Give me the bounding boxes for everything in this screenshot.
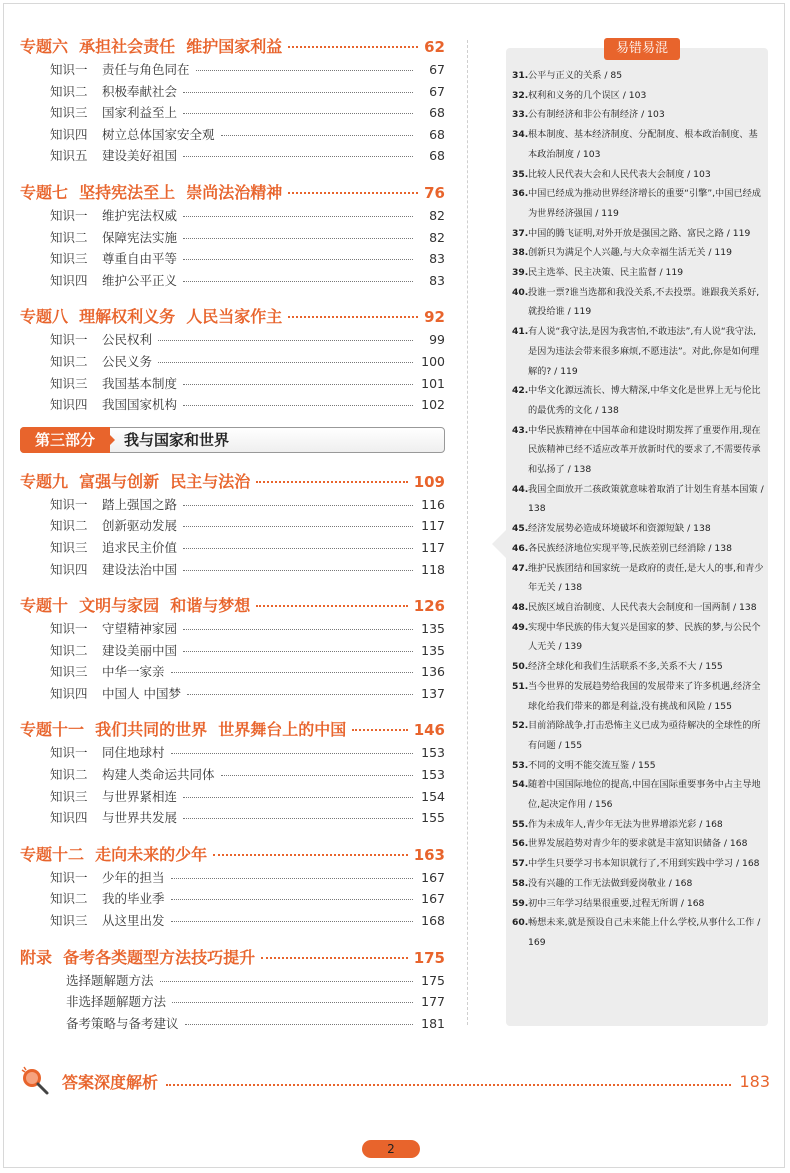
topic-page: 92: [424, 308, 445, 327]
error-prone-item[interactable]: [512, 618, 764, 657]
entry-number: 知识二: [50, 891, 88, 907]
entry-number: 知识四: [50, 561, 88, 577]
dot-leader: [158, 362, 413, 363]
dot-leader: [256, 481, 407, 483]
entry-number: 知识三: [50, 375, 88, 391]
entry-title: 建设美好祖国: [102, 148, 178, 164]
item-text: 中华文化源远流长、博大精深,中华文化是世界上无与伦比的最优秀的文化 / 138: [528, 385, 761, 416]
error-prone-item[interactable]: [512, 421, 764, 480]
error-prone-item[interactable]: [512, 381, 764, 420]
error-prone-item[interactable]: [512, 243, 764, 263]
answer-section[interactable]: [20, 1066, 770, 1096]
magnifier-icon: [20, 1066, 50, 1096]
error-prone-item[interactable]: [512, 480, 764, 519]
entry-page: 177: [421, 994, 445, 1010]
item-number: 38.: [512, 247, 529, 259]
dot-leader: [183, 651, 413, 652]
item-text: 畅想未来,就是预设自己未来能上什么学校,从事什么工作 / 169: [528, 917, 761, 948]
error-prone-item[interactable]: [512, 815, 764, 835]
part-header: [20, 427, 445, 455]
item-number: 34.: [512, 129, 529, 141]
entry-title: 建设法治中国: [102, 561, 178, 577]
entry-title: 维护宪法权威: [102, 207, 178, 223]
dot-leader: [183, 797, 413, 798]
entry-number: 知识三: [50, 664, 88, 680]
entry-number: 知识一: [50, 207, 88, 223]
item-number: 55.: [512, 818, 529, 830]
toc-entry[interactable]: [20, 765, 445, 787]
item-text: 初中三年学习结果很重要,过程无所谓 / 168: [528, 897, 705, 909]
entry-page: 167: [421, 891, 445, 907]
toc-entry[interactable]: [20, 911, 445, 933]
entry-number: 知识四: [50, 126, 88, 142]
item-text: 根本制度、基本经济制度、分配制度、根本政治制度、基本政治制度 / 103: [528, 129, 758, 160]
entry-page: 67: [429, 62, 445, 77]
entry-number: 知识三: [50, 105, 88, 121]
entry-title: 保障宪法实施: [102, 229, 178, 245]
item-text: 有人说“我守法,是因为我害怕,不敢违法”,有人说“我守法,是因为违法会带来很多麻烦,不愿违法”。对此,你是如何理解的? / 119: [528, 326, 760, 377]
entry-title: 创新驱动发展: [102, 518, 178, 534]
toc-entry[interactable]: [20, 1014, 445, 1036]
spacer: [20, 581, 445, 591]
toc-entry[interactable]: [20, 992, 445, 1014]
entry-number: 知识二: [50, 229, 88, 245]
item-text: 民族区域自治制度、人民代表大会制度和一国两制 / 138: [528, 601, 757, 613]
item-number: 48.: [512, 601, 529, 613]
error-prone-item[interactable]: [512, 224, 764, 244]
topic-title: 专题十一 我们共同的世界 世界舞台上的中国: [20, 720, 347, 740]
dot-leader: [172, 1002, 413, 1003]
item-text: 不同的文明不能交流互鉴 / 155: [528, 759, 656, 771]
item-text: 中国的腾飞证明,对外开放是强国之路、富民之路 / 119: [528, 227, 751, 239]
toc-entry[interactable]: [20, 330, 445, 352]
error-prone-item[interactable]: [512, 716, 764, 755]
dot-leader: [256, 605, 407, 607]
item-text: 公平与正义的关系 / 85: [528, 70, 623, 81]
topic-page: 146: [413, 721, 445, 740]
item-number: 49.: [512, 621, 529, 633]
toc-entry[interactable]: [20, 206, 445, 228]
toc-entry[interactable]: [20, 82, 445, 104]
entry-title: 维护公平正义: [102, 272, 178, 288]
error-prone-item[interactable]: [512, 775, 764, 814]
appendix-items: [20, 971, 445, 1036]
entry-page: 99: [429, 332, 445, 348]
entry-page: 137: [421, 685, 445, 701]
toc-entry[interactable]: [20, 808, 445, 830]
item-number: 44.: [512, 483, 529, 495]
entry-number: 知识一: [50, 621, 88, 637]
topic-page: 76: [424, 183, 445, 202]
toc-entry[interactable]: [20, 868, 445, 890]
dot-leader: [183, 629, 413, 630]
dot-leader: [171, 753, 413, 754]
part-label: 第三部分: [20, 427, 110, 453]
error-prone-item[interactable]: [512, 519, 764, 539]
item-number: 37.: [512, 227, 529, 239]
topic-title: 专题九 富强与创新 民主与法治: [20, 471, 251, 491]
error-prone-item[interactable]: [512, 165, 764, 185]
entry-number: 知识一: [50, 745, 88, 761]
entry-number: 知识二: [50, 642, 88, 658]
dot-leader: [166, 1084, 731, 1086]
entry-title: 追求民主价值: [102, 539, 178, 555]
entry-page: 117: [421, 539, 445, 555]
error-prone-item[interactable]: [512, 894, 764, 914]
topic-title: 专题十 文明与家园 和谐与梦想: [20, 596, 251, 616]
entry-page: 154: [421, 788, 445, 804]
item-number: 57.: [512, 858, 529, 870]
panel-tab: 易错易混: [604, 38, 680, 60]
entry-title: 公民义务: [102, 353, 153, 369]
item-number: 40.: [512, 286, 529, 298]
error-prone-item[interactable]: [512, 263, 764, 283]
entry-title: 与世界共发展: [102, 810, 178, 826]
topic-title: 专题七 坚持宪法至上 崇尚法治精神: [20, 182, 283, 202]
entry-number: 知识四: [50, 397, 88, 413]
dot-leader: [171, 921, 413, 922]
entry-number: 知识一: [50, 496, 88, 512]
entry-page: 118: [421, 561, 445, 577]
column-divider: [467, 40, 468, 1025]
dot-leader: [183, 384, 413, 385]
error-prone-item[interactable]: [512, 86, 764, 106]
dot-leader: [288, 316, 418, 318]
item-number: 36.: [512, 188, 529, 200]
entry-title: 我国基本制度: [102, 375, 178, 391]
entry-page: 175: [421, 972, 445, 988]
entry-page: 102: [421, 397, 445, 413]
toc-group-part3: [20, 469, 445, 943]
topic-heading[interactable]: [20, 304, 445, 330]
toc-entry[interactable]: [20, 374, 445, 396]
item-number: 41.: [512, 326, 529, 338]
entry-page: 153: [421, 767, 445, 783]
entry-page: 155: [421, 810, 445, 826]
entry-number: 知识二: [50, 767, 88, 783]
item-number: 35.: [512, 168, 529, 180]
dot-leader: [183, 570, 413, 571]
error-prone-item[interactable]: [512, 913, 764, 952]
item-number: 47.: [512, 562, 529, 574]
toc-entry[interactable]: [20, 60, 445, 82]
entry-page: 100: [421, 353, 445, 369]
toc-entry[interactable]: [20, 146, 445, 168]
entry-page: 82: [429, 229, 445, 245]
dot-leader: [352, 729, 407, 731]
topic-page: 109: [413, 472, 445, 491]
topic-heading[interactable]: [20, 469, 445, 495]
item-text: 世界发展趋势对青少年的要求就是丰富知识储备 / 168: [528, 838, 748, 850]
dot-leader: [183, 548, 413, 549]
entry-page: 168: [421, 913, 445, 929]
part-title: 我与国家和世界: [124, 430, 230, 449]
appendix-title: 附录 备考各类题型方法技巧提升: [20, 947, 256, 967]
toc-entry[interactable]: [20, 538, 445, 560]
entry-title: 选择题解题方法: [66, 972, 154, 988]
item-text: 维护民族团结和国家统一是政府的责任,是大人的事,和青少年无关 / 138: [528, 562, 764, 594]
item-text: 投谁一票?谁当选都和我没关系,不去投票。谁跟我关系好,就投给谁 / 119: [528, 286, 760, 318]
toc-entry[interactable]: [20, 516, 445, 538]
entry-number: 知识四: [50, 810, 88, 826]
dot-leader: [183, 259, 413, 260]
topic-heading[interactable]: [20, 34, 445, 60]
dot-leader: [288, 192, 418, 194]
entry-page: 135: [421, 621, 445, 637]
item-number: 31.: [512, 70, 529, 81]
spacer: [20, 933, 445, 943]
entry-title: 中华一家亲: [102, 664, 165, 680]
item-text: 当今世界的发展趋势给我国的发展带来了许多机遇,经济全球化给我们带来的都是利益,没有挑战和风险 / 155: [528, 680, 761, 712]
dot-leader: [160, 981, 413, 982]
item-text: 目前消除战争,打击恐怖主义已成为亟待解决的全球性的所有问题 / 155: [528, 720, 761, 751]
entry-title: 少年的担当: [102, 869, 165, 885]
error-prone-item[interactable]: [512, 66, 764, 86]
error-prone-list: [512, 66, 764, 953]
dot-leader: [213, 854, 408, 856]
error-prone-item[interactable]: [512, 874, 764, 894]
item-number: 32.: [512, 89, 529, 101]
item-text: 公有制经济和非公有制经济 / 103: [528, 109, 665, 121]
toc-entry[interactable]: [20, 889, 445, 911]
item-number: 58.: [512, 877, 529, 889]
entry-number: 知识四: [50, 685, 88, 701]
item-text: 中华民族精神在中国革命和建设时期发挥了重要作用,现在民族精神已经不适应改革开放新时代的要求了,不需要传承和弘扬了 / 138: [528, 424, 761, 476]
error-prone-item[interactable]: [512, 539, 764, 559]
error-prone-item[interactable]: [512, 657, 764, 677]
entry-number: 知识一: [50, 869, 88, 885]
entry-number: 知识一: [50, 62, 88, 77]
item-number: 33.: [512, 109, 529, 121]
toc-entry[interactable]: [20, 228, 445, 250]
entry-title: 与世界紧相连: [102, 788, 178, 804]
toc-entry[interactable]: [20, 103, 445, 125]
entry-number: 知识三: [50, 788, 88, 804]
item-text: 民主选举、民主决策、民主监督 / 119: [528, 267, 684, 279]
error-prone-item[interactable]: [512, 184, 764, 223]
dot-leader: [261, 957, 408, 959]
topic-title: 专题十二 走向未来的少年: [20, 844, 208, 864]
entry-title: 公民权利: [102, 332, 153, 348]
entry-number: 知识三: [50, 539, 88, 555]
entry-title: 非选择题解题方法: [66, 994, 167, 1010]
answer-title: 答案深度解析: [62, 1072, 159, 1092]
item-number: 43.: [512, 424, 529, 436]
item-text: 权利和义务的几个误区 / 103: [528, 89, 647, 101]
error-prone-item[interactable]: [512, 677, 764, 716]
dot-leader: [183, 113, 413, 114]
topic-page: 126: [413, 597, 445, 616]
item-text: 经济全球化和我们生活联系不多,关系不大 / 155: [528, 661, 723, 673]
topic-heading[interactable]: [20, 842, 445, 868]
entry-number: 知识五: [50, 148, 88, 164]
dot-leader: [183, 92, 413, 93]
dot-leader: [183, 818, 413, 819]
entry-title: 守望精神家园: [102, 621, 178, 637]
error-prone-item[interactable]: [512, 834, 764, 854]
dot-leader: [171, 672, 413, 673]
entry-number: 知识二: [50, 518, 88, 534]
entry-number: 知识四: [50, 272, 88, 288]
toc-entry[interactable]: [20, 495, 445, 517]
entry-title: 中国人 中国梦: [102, 685, 181, 701]
item-text: 比较人民代表大会和人民代表大会制度 / 103: [528, 168, 711, 180]
entry-page: 136: [421, 664, 445, 680]
entry-page: 135: [421, 642, 445, 658]
item-number: 45.: [512, 523, 529, 535]
topic-page: 62: [424, 38, 445, 56]
item-number: 42.: [512, 385, 529, 397]
table-of-contents: [20, 32, 445, 1035]
topic-title: 专题六 承担社会责任 维护国家利益: [20, 37, 283, 56]
dot-leader: [183, 505, 413, 506]
part-arrow-icon: [108, 433, 115, 447]
error-prone-item[interactable]: [512, 559, 764, 598]
answer-page: 183: [739, 1071, 770, 1091]
item-number: 51.: [512, 680, 529, 692]
entry-page: 83: [429, 251, 445, 267]
entry-page: 68: [429, 126, 445, 142]
error-prone-item[interactable]: [512, 756, 764, 776]
item-text: 经济发展势必造成环境破坏和资源短缺 / 138: [528, 523, 711, 535]
spacer: [20, 168, 445, 178]
entry-title: 我国国家机构: [102, 397, 178, 413]
dot-leader: [158, 340, 413, 341]
entry-title: 尊重自由平等: [102, 251, 178, 267]
entry-page: 116: [421, 496, 445, 512]
error-prone-item[interactable]: [512, 854, 764, 874]
entry-number: 知识三: [50, 913, 88, 929]
entry-page: 83: [429, 272, 445, 288]
entry-page: 153: [421, 745, 445, 761]
error-prone-item[interactable]: [512, 105, 764, 125]
entry-title: 我的毕业季: [102, 891, 165, 907]
topic-page: 163: [413, 845, 445, 864]
entry-title: 从这里出发: [102, 913, 165, 929]
dot-leader: [221, 775, 413, 776]
entry-number: 知识三: [50, 251, 88, 267]
item-number: 54.: [512, 779, 529, 791]
error-prone-item[interactable]: [512, 322, 764, 381]
toc-entry[interactable]: [20, 684, 445, 706]
entry-title: 树立总体国家安全观: [102, 126, 215, 142]
item-number: 46.: [512, 542, 529, 554]
item-number: 39.: [512, 267, 529, 279]
entry-title: 踏上强国之路: [102, 496, 178, 512]
toc-entry[interactable]: [20, 352, 445, 374]
toc-entry[interactable]: [20, 971, 445, 993]
item-number: 60.: [512, 917, 529, 929]
panel-pointer: [492, 530, 506, 558]
dot-leader: [183, 526, 413, 527]
dot-leader: [183, 405, 413, 406]
entry-title: 建设美丽中国: [102, 642, 178, 658]
item-number: 50.: [512, 661, 529, 673]
entry-page: 68: [429, 148, 445, 164]
entry-page: 101: [421, 375, 445, 391]
topic-title: 专题八 理解权利义务 人民当家作主: [20, 307, 283, 327]
toc-entry[interactable]: [20, 125, 445, 147]
item-text: 实现中华民族的伟大复兴是国家的梦、民族的梦,与公民个人无关 / 139: [528, 621, 761, 653]
spacer: [20, 705, 445, 715]
error-prone-item[interactable]: [512, 283, 764, 322]
dot-leader: [187, 694, 413, 695]
dot-leader: [171, 899, 413, 900]
page-number: 2: [362, 1140, 420, 1158]
dot-leader: [185, 1024, 413, 1025]
dot-leader: [171, 878, 413, 879]
dot-leader: [196, 70, 413, 71]
dot-leader: [183, 216, 413, 217]
error-prone-item[interactable]: [512, 598, 764, 618]
item-number: 59.: [512, 897, 529, 909]
item-text: 作为未成年人,青少年无法为世界增添光彩 / 168: [528, 818, 723, 830]
entry-number: 知识二: [50, 83, 88, 99]
error-prone-item[interactable]: [512, 125, 764, 164]
entry-page: 167: [421, 869, 445, 885]
entry-title: 构建人类命运共同体: [102, 767, 215, 783]
dot-leader: [183, 156, 413, 157]
entry-page: 67: [429, 83, 445, 99]
entry-title: 积极奉献社会: [102, 83, 178, 99]
spacer: [20, 830, 445, 840]
toc-entry[interactable]: [20, 641, 445, 663]
entry-title: 国家利益至上: [102, 105, 178, 121]
entry-number: 知识一: [50, 332, 88, 348]
entry-title: 备考策略与备考建议: [66, 1015, 179, 1031]
toc-entry[interactable]: [20, 619, 445, 641]
spacer: [20, 292, 445, 302]
dot-leader: [221, 135, 413, 136]
item-text: 各民族经济地位实现平等,民族差别已经消除 / 138: [528, 542, 732, 554]
item-number: 53.: [512, 759, 529, 771]
toc-entry[interactable]: [20, 395, 445, 417]
appendix-page: 175: [413, 948, 445, 967]
entry-page: 82: [429, 207, 445, 223]
toc-entry[interactable]: [20, 662, 445, 684]
item-text: 创新只为满足个人兴趣,与大众幸福生活无关 / 119: [528, 247, 732, 259]
topic-heading[interactable]: [20, 717, 445, 743]
entry-page: 117: [421, 518, 445, 534]
toc-entry[interactable]: [20, 271, 445, 293]
item-number: 56.: [512, 838, 529, 850]
entry-title: 同住地球村: [102, 745, 165, 761]
item-text: 中学生只要学习书本知识就行了,不用到实践中学习 / 168: [528, 858, 760, 870]
entry-title: 责任与角色同在: [102, 62, 190, 77]
topic-heading[interactable]: [20, 593, 445, 619]
dot-leader: [288, 46, 418, 48]
item-number: 52.: [512, 720, 529, 732]
toc-entry[interactable]: [20, 249, 445, 271]
item-text: 中国已经成为推动世界经济增长的重要“引擎”,中国已经成为世界经济强国 / 119: [528, 188, 761, 219]
entry-number: 知识二: [50, 353, 88, 369]
toc-entry[interactable]: [20, 743, 445, 765]
toc-group-part2: [20, 34, 445, 417]
dot-leader: [183, 238, 413, 239]
appendix-heading[interactable]: [20, 945, 445, 971]
dot-leader: [183, 281, 413, 282]
topic-heading[interactable]: [20, 180, 445, 206]
entry-page: 181: [421, 1015, 445, 1031]
toc-entry[interactable]: [20, 787, 445, 809]
item-text: 我国全面放开二孩政策就意味着取消了计划生育基本国策 / 138: [528, 483, 764, 515]
toc-entry[interactable]: [20, 560, 445, 582]
item-text: 没有兴趣的工作无法做到爱岗敬业 / 168: [528, 877, 693, 889]
item-text: 随着中国国际地位的提高,中国在国际重要事务中占主导地位,起决定作用 / 156: [528, 779, 761, 811]
entry-page: 68: [429, 105, 445, 121]
